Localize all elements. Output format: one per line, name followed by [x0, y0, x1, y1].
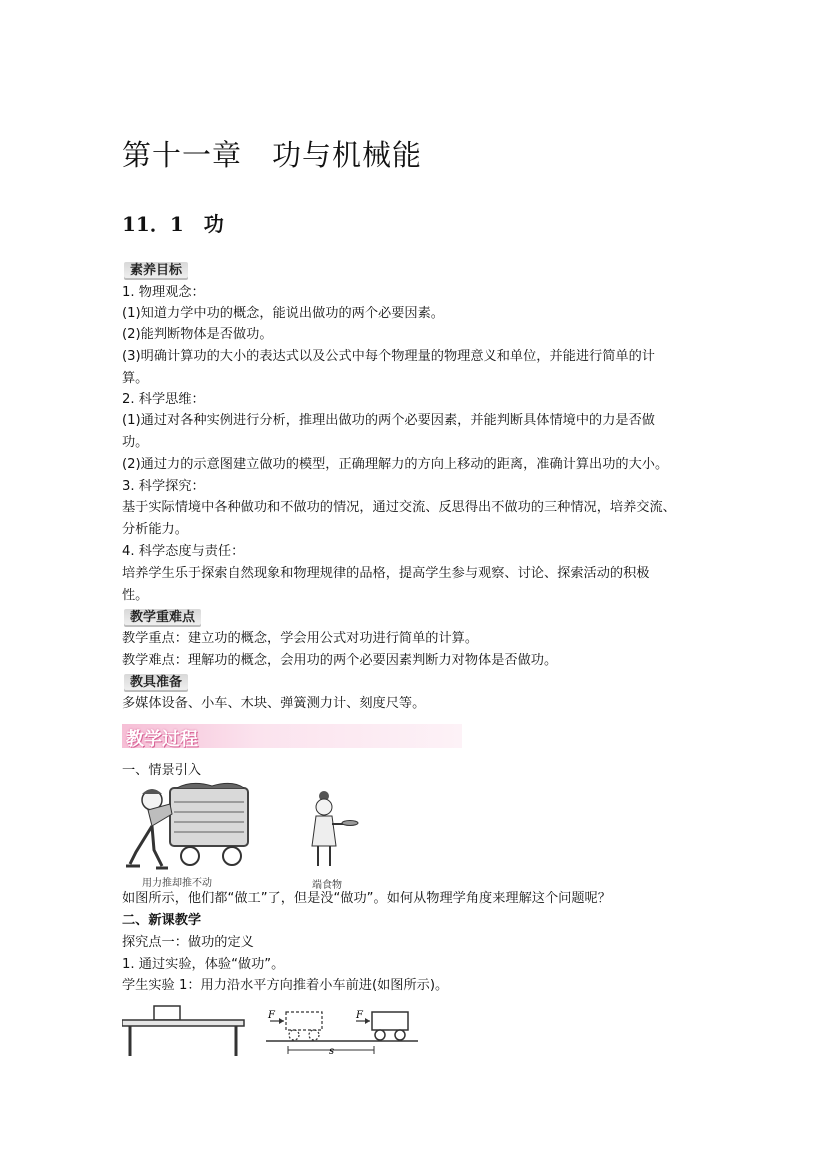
- force-label-2: F: [356, 1010, 363, 1021]
- key-point-line: 教学难点：理解功的概念，会用功的两个必要因素判断力对物体是否做功。: [122, 653, 558, 668]
- new-lesson-heading: 二、新课教学: [122, 913, 202, 928]
- goal-line: 4. 科学态度与责任：: [122, 544, 245, 559]
- goal-line: 1. 物理观念：: [122, 285, 205, 300]
- section-title: 11．1 功: [122, 212, 224, 236]
- intro-heading: 一、情景引入: [122, 763, 202, 778]
- serving-food-illustration: [300, 790, 360, 872]
- badge-key-points: 教学重难点: [124, 609, 201, 627]
- goal-line: (2)通过力的示意图建立做功的模型，正确理解力的方向上移动的距离，准确计算出功的大小。: [122, 457, 669, 472]
- experiment-1: 学生实验 1：用力沿水平方向推着小车前进(如图所示)。: [122, 978, 449, 993]
- materials-line: 多媒体设备、小车、木块、弹簧测力计、刻度尺等。: [122, 696, 426, 711]
- badge-materials: 教具准备: [124, 674, 188, 692]
- goal-line: 基于实际情境中各种做功和不做功的情况，通过交流、反思得出不做功的三种情况，培养交流、: [122, 500, 676, 515]
- goal-line: 3. 科学探究：: [122, 479, 205, 494]
- pushing-cart-illustration: [122, 782, 254, 874]
- goal-line: 功。: [122, 435, 149, 450]
- table-block-illustration: [122, 1004, 247, 1058]
- process-banner-label: 教学过程: [126, 729, 198, 750]
- goal-line: 分析能力。: [122, 522, 188, 537]
- explore-point-1: 探究点一：做功的定义: [122, 935, 254, 950]
- distance-label: s: [329, 1046, 335, 1057]
- step-1: 1. 通过实验，体验“做功”。: [122, 957, 285, 972]
- goal-line: 培养学生乐于探索自然现象和物理规律的品格，提高学生参与观察、讨论、探索活动的积极: [122, 566, 650, 581]
- process-banner: [122, 724, 462, 748]
- goal-line: (3)明确计算功的大小的表达式以及公式中每个物理量的物理意义和单位，并能进行简单的计: [122, 349, 655, 364]
- badge-goals: 素养目标: [124, 262, 188, 280]
- cart-distance-diagram: [266, 1008, 421, 1060]
- goal-line: (2)能判断物体是否做功。: [122, 327, 273, 342]
- goal-line: (1)通过对各种实例进行分析，推理出做功的两个必要因素，并能判断具体情境中的力是否做: [122, 413, 655, 428]
- goal-line: (1)知道力学中功的概念，能说出做功的两个必要因素。: [122, 306, 444, 321]
- chapter-title: 第十一章 功与机械能: [122, 138, 423, 172]
- goal-line: 算。: [122, 371, 149, 386]
- intro-text: 如图所示，他们都“做工”了，但是没“做功”。如何从物理学角度来理解这个问题呢？: [122, 891, 611, 906]
- caption-serve: 端食物: [312, 880, 342, 891]
- goal-line: 性。: [122, 588, 149, 603]
- goal-line: 2. 科学思维：: [122, 392, 205, 407]
- force-label-1: F: [268, 1010, 275, 1021]
- caption-push: 用力推却推不动: [142, 878, 212, 889]
- key-point-line: 教学重点：建立功的概念，学会用公式对功进行简单的计算。: [122, 631, 479, 646]
